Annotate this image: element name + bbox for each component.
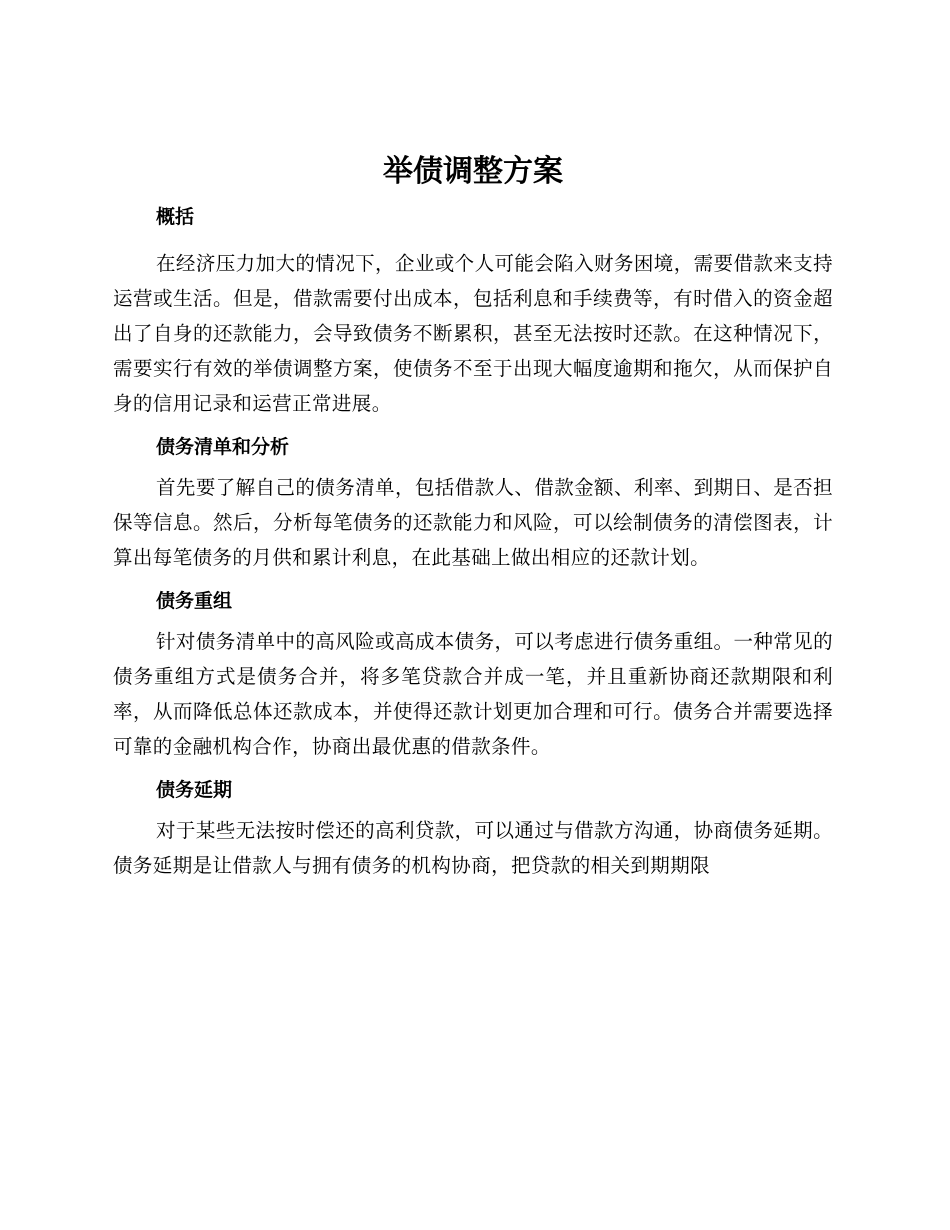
document-title: 举债调整方案 <box>383 154 563 189</box>
section-heading: 债务延期 <box>156 779 233 801</box>
section-paragraph: 在经济压力加大的情况下，企业或个人可能会陷入财务困境，需要借款来支持运营或生活。但是，借款需要付出成本，包括利息和手续费等，有时借入的资金超出了自身的还款能力，会导致债务不断累积，甚至无法按时还款。在这种情况下，需要实行有效的举债调整方案，使债务不至于出现大幅度逾期和拖欠，从而保护自身的信用记录和运营正常进展。 <box>113 252 833 415</box>
section-heading: 债务重组 <box>156 590 233 612</box>
document-page <box>113 148 833 896</box>
section-overview <box>113 204 833 421</box>
section-paragraph: 对于某些无法按时偿还的高利贷款，可以通过与借款方沟通，协商债务延期。债务延期是让借款人与拥有债务的机构协商，把贷款的相关到期期限 <box>113 819 833 877</box>
section-debt-extension <box>113 777 833 883</box>
section-debt-restructuring <box>113 588 833 764</box>
section-paragraph: 针对债务清单中的高风险或高成本债务，可以考虑进行债务重组。一种常见的债务重组方式是债务合并，将多笔贷款合并成一笔，并且重新协商还款期限和利率，从而降低总体还款成本，并使得还款计划更加合理和可行。债务合并需要选择可靠的金融机构合作，协商出最优惠的借款条件。 <box>113 630 833 758</box>
section-heading: 概括 <box>156 206 195 228</box>
section-heading: 债务清单和分析 <box>156 436 290 458</box>
section-debt-list-analysis <box>113 434 833 575</box>
section-paragraph: 首先要了解自己的债务清单，包括借款人、借款金额、利率、到期日、是否担保等信息。然后，分析每笔债务的还款能力和风险，可以绘制债务的清偿图表，计算出每笔债务的月供和累计利息，在此基础上做出相应的还款计划。 <box>113 476 833 569</box>
